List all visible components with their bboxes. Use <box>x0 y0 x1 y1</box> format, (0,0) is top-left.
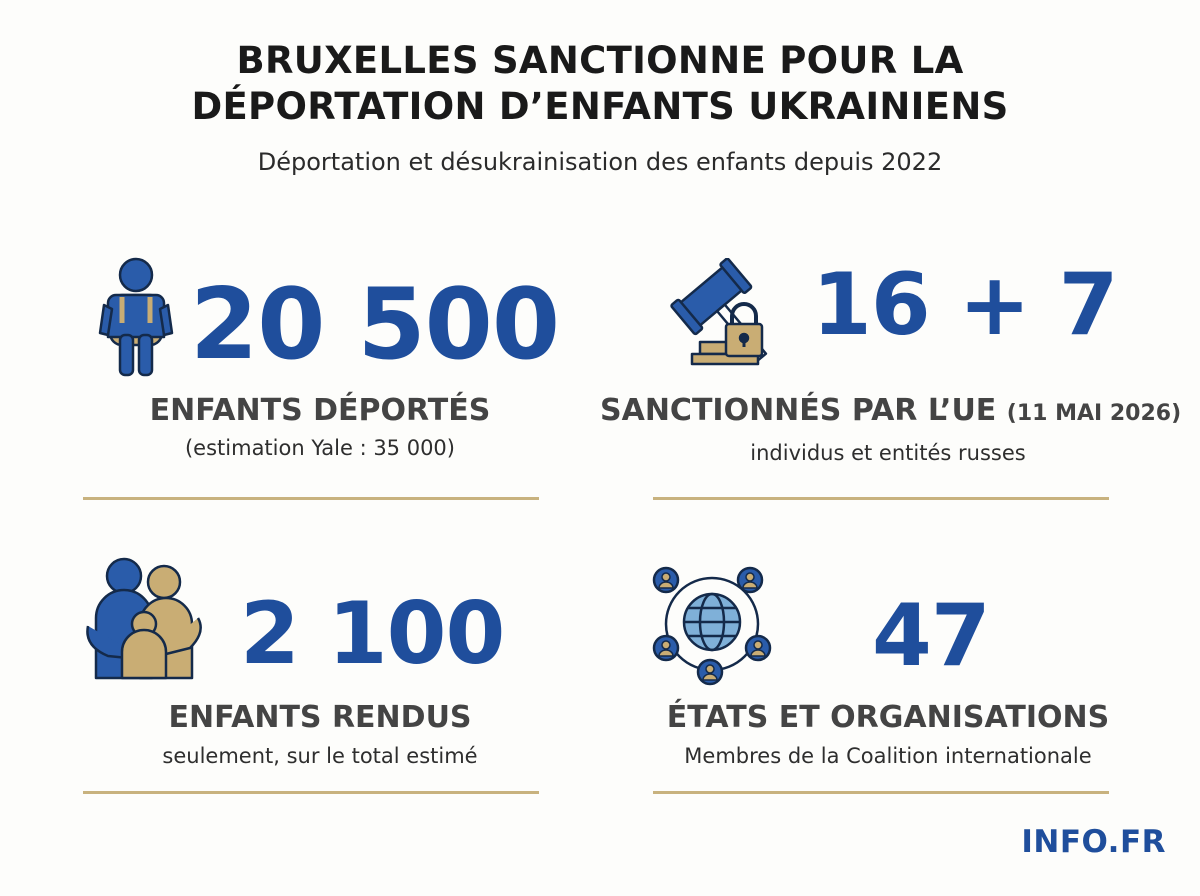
divider <box>653 497 1109 500</box>
stat-label-deported: ENFANTS DÉPORTÉS <box>149 393 491 428</box>
child-backpack-icon <box>98 255 174 379</box>
stat-label-returned: ENFANTS RENDUS <box>168 700 472 735</box>
stat-number-returned: 2 100 <box>240 584 505 684</box>
stat-label-sanctioned <box>600 393 1182 428</box>
title-line-1: BRUXELLES SANCTIONNE POUR LA <box>236 39 964 82</box>
stat-number-sanctioned: 16 + 7 <box>812 255 1118 355</box>
stat-label-sanctioned-text: SANCTIONNÉS PAR L’UE <box>600 393 997 428</box>
divider <box>83 497 539 500</box>
stat-number-deported: 20 500 <box>190 268 560 382</box>
stat-note-sanctioned: individus et entités russes <box>750 441 1026 465</box>
family-icon <box>82 556 206 680</box>
divider <box>83 791 539 794</box>
brand-logo: INFO.FR <box>1021 824 1166 860</box>
gavel-lock-icon <box>652 258 782 366</box>
stat-label-sanctioned-date: (11 MAI 2026) <box>1006 401 1182 426</box>
stat-note-coalition: Membres de la Coalition internationale <box>684 744 1092 768</box>
title-line-2: DÉPORTATION D’ENFANTS UKRAINIENS <box>191 85 1009 128</box>
stat-number-coalition: 47 <box>872 586 990 686</box>
stat-label-coalition: ÉTATS ET ORGANISATIONS <box>666 700 1110 735</box>
page-subtitle: Déportation et désukrainisation des enfants depuis 2022 <box>257 148 943 176</box>
stat-note-deported: (estimation Yale : 35 000) <box>184 436 455 460</box>
globe-network-icon <box>652 562 772 686</box>
divider <box>653 791 1109 794</box>
page-title <box>0 38 1200 130</box>
stat-note-returned: seulement, sur le total estimé <box>162 744 478 768</box>
